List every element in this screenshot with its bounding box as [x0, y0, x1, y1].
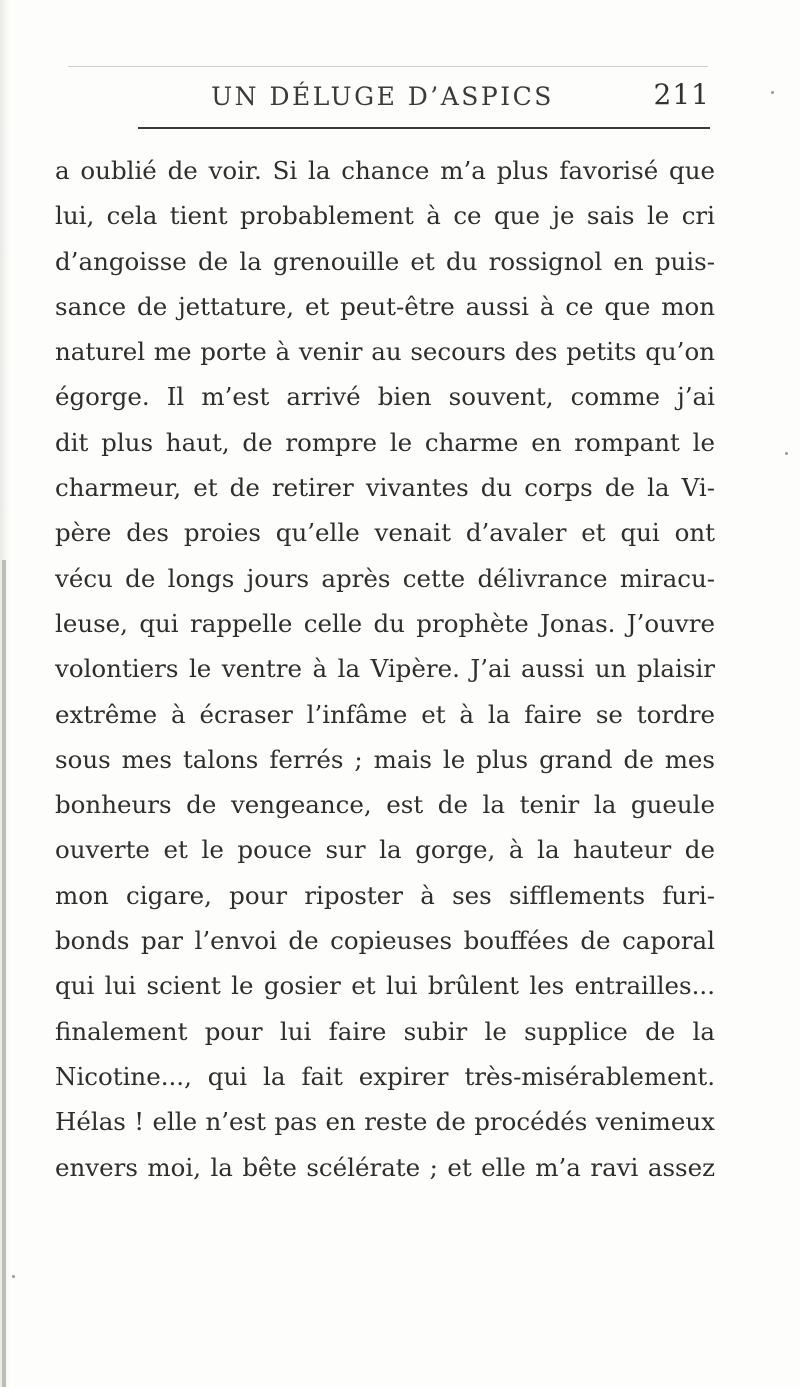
body-paragraph	[55, 148, 715, 1190]
text-line: lui, cela tient probablement à ce que je sais le cri	[55, 201, 715, 231]
text-line: sous mes talons ferrés ; mais le plus grand de mes	[55, 744, 715, 774]
text-line: leuse, qui rappelle celle du prophète Jonas. J’ouvre	[55, 608, 715, 638]
text-line: envers moi, la bête scélérate ; et elle m’a ravi assez	[55, 1152, 715, 1182]
text-line: qui lui scient le gosier et lui brûlent les entrailles...	[55, 971, 715, 1001]
paper-speck	[785, 452, 788, 455]
text-line: sance de jettature, et peut-être aussi à ce que mon	[55, 291, 715, 321]
text-line: finalement pour lui faire subir le supplice de la	[55, 1016, 715, 1046]
text-line: Hélas ! elle n’est pas en reste de procédés venimeux	[55, 1107, 715, 1137]
paper-speck	[12, 1275, 15, 1278]
text-line: égorge. Il m’est arrivé bien souvent, comme j’ai	[55, 382, 715, 412]
text-line: d’angoisse de la grenouille et du rossignol en puis-	[55, 246, 715, 276]
text-line: bonheurs de vengeance, est de la tenir la gueule	[55, 790, 715, 820]
running-title: UN DÉLUGE D’ASPICS	[211, 82, 554, 111]
text-line: ouverte et le pouce sur la gorge, à la hauteur de	[55, 835, 715, 865]
text-line: Nicotine..., qui la fait expirer très-misérablement.	[55, 1061, 715, 1091]
text-line: a oublié de voir. Si la chance m’a plus favorisé que	[55, 156, 715, 185]
top-faint-rule	[68, 66, 708, 67]
text-line: vécu de longs jours après cette délivrance miracu-	[55, 563, 715, 593]
text-line: naturel me porte à venir au secours des petits qu’on	[55, 337, 715, 367]
text-line: père des proies qu’elle venait d’avaler et qui ont	[55, 518, 715, 548]
page-number: 211	[653, 78, 710, 111]
page-gutter-edge	[0, 0, 10, 1387]
text-line: extrême à écraser l’infâme et à la faire se tordre	[55, 699, 715, 729]
running-header	[55, 74, 710, 122]
text-line: dit plus haut, de rompre le charme en rompant le	[55, 427, 715, 457]
text-line: bonds par l’envoi de copieuses bouffées de caporal	[55, 926, 715, 956]
paper-speck	[771, 91, 774, 94]
header-rule	[138, 127, 710, 129]
text-line: charmeur, et de retirer vivantes du corps de la Vi-	[55, 473, 715, 503]
text-line: mon cigare, pour riposter à ses sifflements furi-	[55, 880, 715, 910]
text-line: volontiers le ventre à la Vipère. J’ai aussi un plaisir	[55, 654, 715, 684]
